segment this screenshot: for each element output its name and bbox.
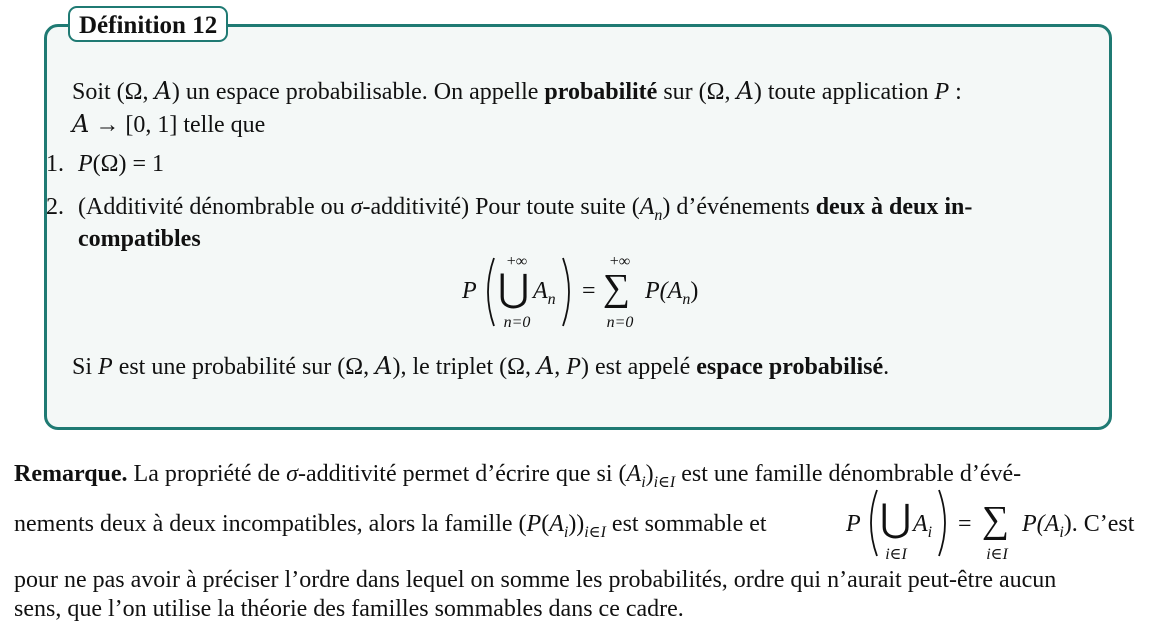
big-union-symbol: ⋃ [498, 268, 530, 310]
formula-equals: = [582, 278, 596, 304]
remark-equals: = [958, 511, 972, 537]
item-2-number: 2. [46, 194, 64, 220]
remark-line-1: Remarque. La propriété de σ-additivité permet d’écrire que si $(A_i)_{i\in I}$ est une famille dénombrable d’évé- [14, 461, 1022, 491]
remark-sum-symbol: ∑ [982, 499, 1010, 541]
remark-union-lower: i∈I [885, 546, 907, 563]
remark-formula-A-i: $A_i$ [913, 511, 933, 541]
remark-line-3: pour ne pas avoir à préciser l’ordre dans lequel on somme les probabilités, ordre qui n’aurait peut-être aucun [14, 567, 1057, 593]
remark-formula-rhs: $P(A_i)$. C’est [1022, 511, 1135, 541]
term-espace-probabilise: espace probabilisé [696, 354, 884, 380]
term-probabilite: probabilité [544, 79, 658, 105]
union-upper-limit: +∞ [506, 253, 528, 270]
formula-rhs: $P(A_n)$ [645, 278, 699, 308]
item-1-number: 1. [46, 151, 64, 177]
definition-intro-line-1: Soit (Ω, A) un espace probabilisable. On appelle probabilité sur (Ω, A) toute application P : [72, 77, 962, 105]
definition-title: Définition 12 [68, 6, 228, 42]
sum-upper-limit: +∞ [609, 253, 631, 270]
definition-intro-line-2: A → [0, 1] telle que [72, 110, 266, 138]
remark-sum-lower: i∈I [986, 546, 1008, 563]
remark-union-symbol: ⋃ [880, 498, 912, 540]
remark-label: Remarque. [14, 461, 128, 487]
union-lower-limit: n=0 [503, 314, 531, 331]
remark-right-paren [936, 488, 952, 558]
item-2-text-line-2: compatibles [78, 226, 201, 252]
sum-lower-limit: n=0 [606, 314, 634, 331]
big-sum-symbol: ∑ [603, 267, 631, 309]
definition-final-sentence: Si P est une probabilité sur (Ω, A), le triplet (Ω, A, P) est appelé espace probabilisé. [72, 352, 890, 380]
item-1-text: P(Ω) = 1 [78, 151, 165, 177]
formula-A-n: $A_n$ [533, 278, 556, 308]
remark-line-2-text: nements deux à deux incompatibles, alors la famille $(P(A_i))_{i\in I}$ est sommable et [14, 511, 767, 541]
remark-line-4: sens, que l’on utilise la théorie des familles sommables dans ce cadre. [14, 596, 684, 622]
remark-formula-P: P [846, 511, 861, 537]
item-2-text-line-1: (Additivité dénombrable ou σ-additivité) Pour toute suite $(A_n)$ d’événements deux à deux in- [78, 194, 973, 224]
formula-P: P [462, 278, 477, 304]
right-paren [560, 256, 576, 328]
